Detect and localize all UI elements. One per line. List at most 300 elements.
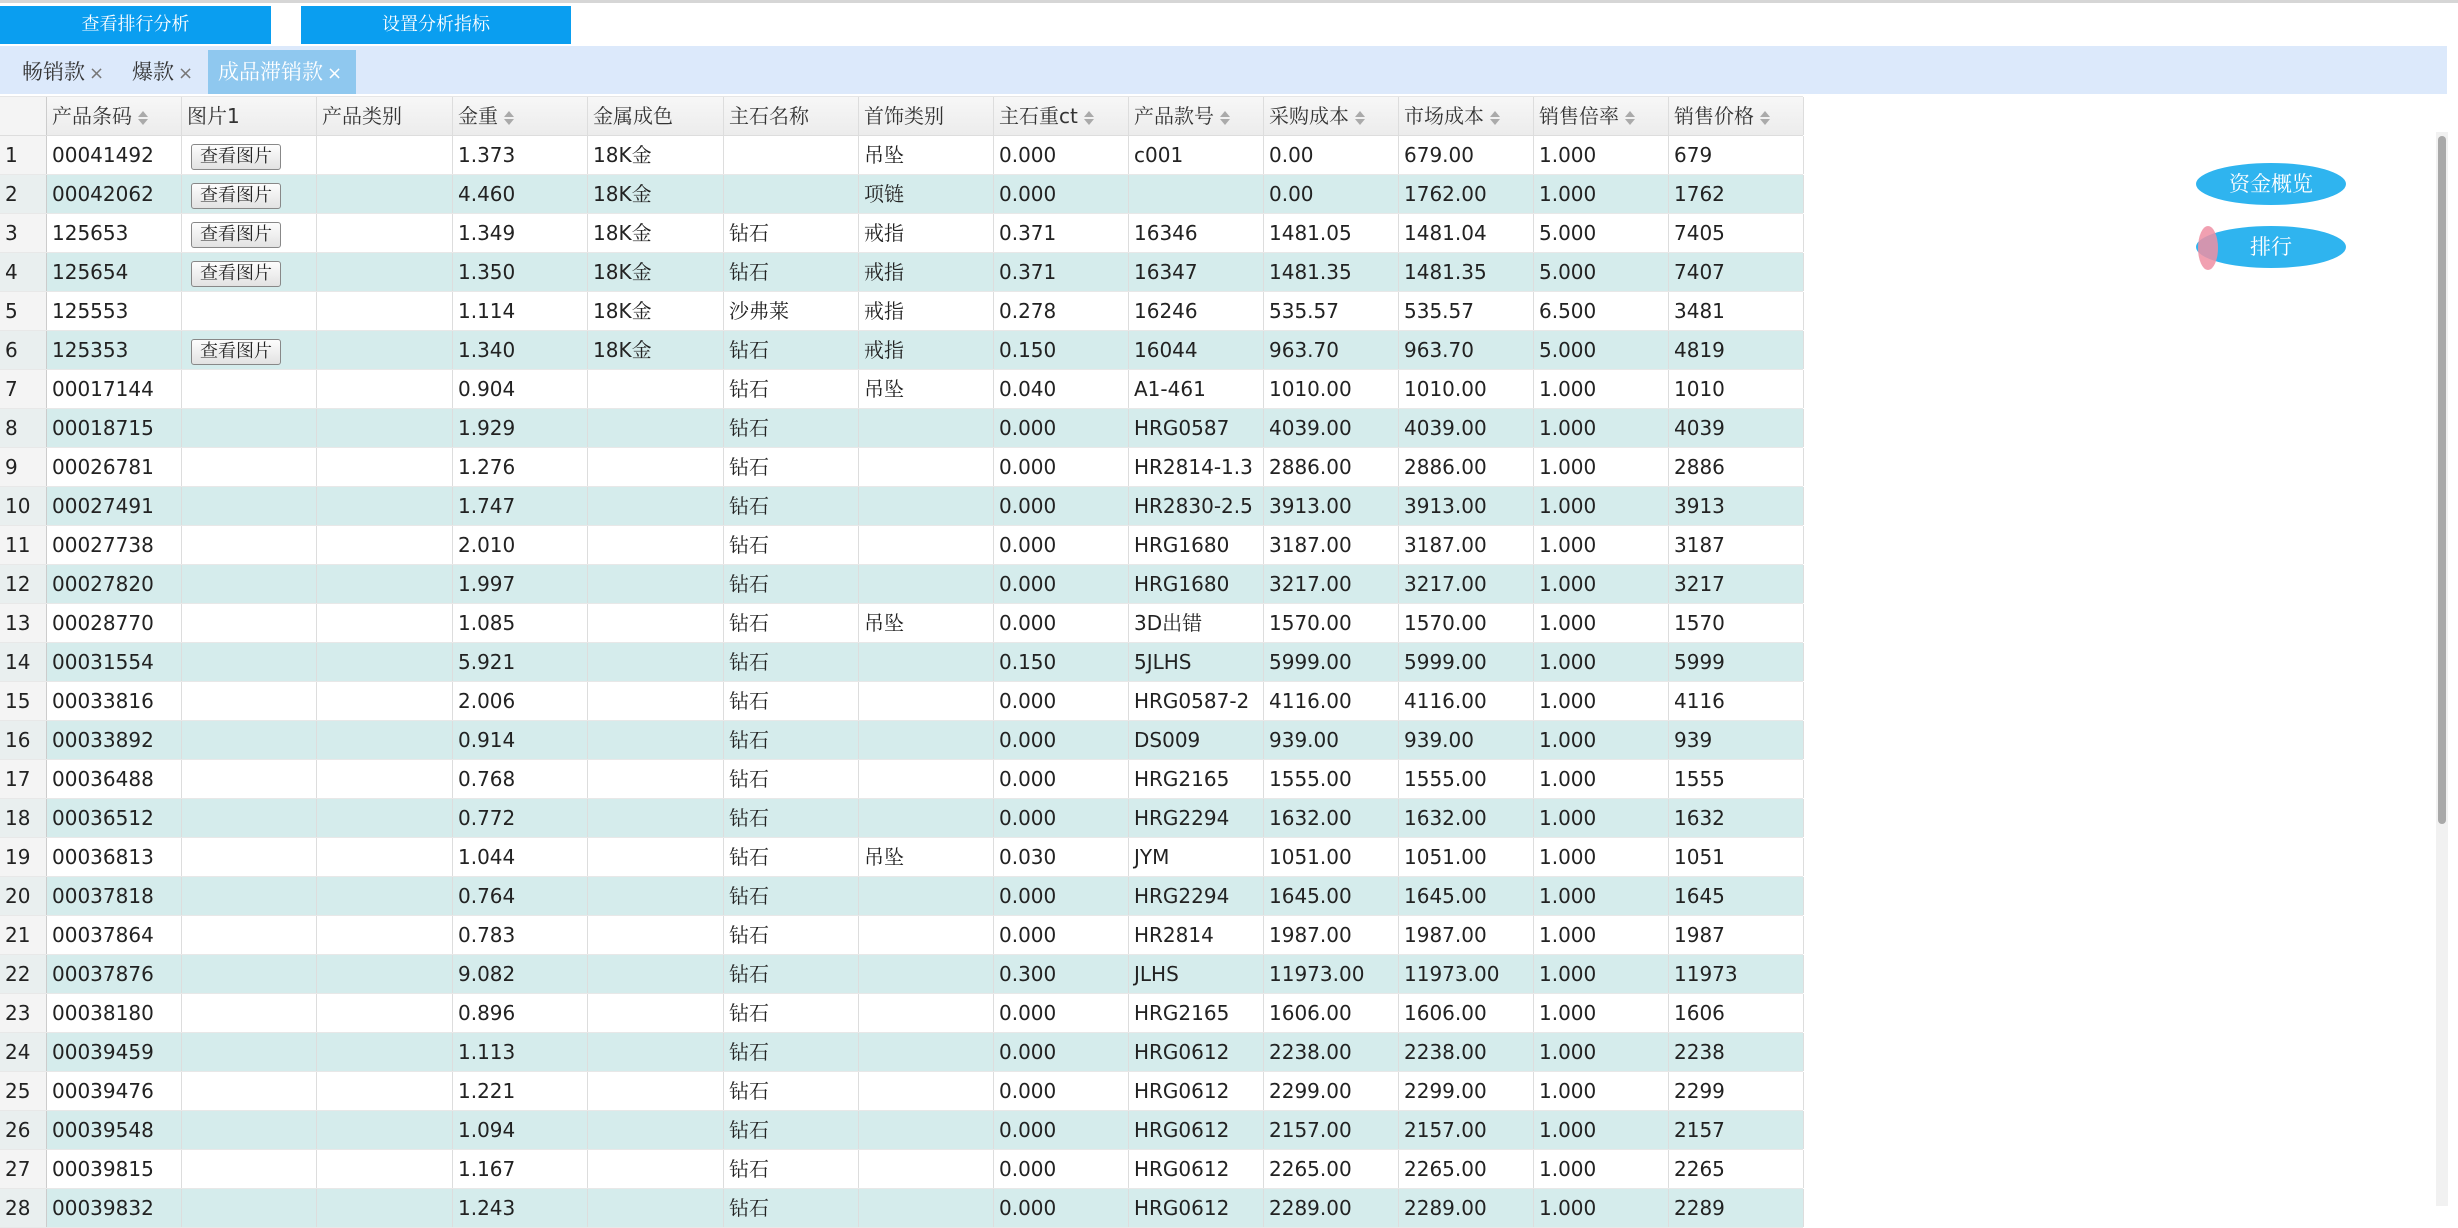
- table-cell-market-cost: 3217.00: [1399, 565, 1534, 603]
- table-cell-jewelry-type: [859, 955, 994, 993]
- table-cell-metal-purity: [588, 799, 724, 837]
- table-cell-market-cost: 2299.00: [1399, 1072, 1534, 1110]
- image-cell: [182, 721, 317, 759]
- row-number: 24: [0, 1033, 47, 1071]
- row-number: 10: [0, 487, 47, 525]
- table-cell-stone-weight: 0.000: [994, 1189, 1129, 1227]
- table-cell-sales-price: 2299: [1669, 1072, 1804, 1110]
- table-cell-purchase-cost: 4039.00: [1264, 409, 1399, 447]
- table-cell-barcode: 00033816: [47, 682, 182, 720]
- table-cell-sales-ratio: 5.000: [1534, 253, 1669, 291]
- grid-header: [0, 96, 1803, 136]
- table-cell-sales-price: 4039: [1669, 409, 1804, 447]
- table-cell-sales-ratio: 1.000: [1534, 994, 1669, 1032]
- table-cell-jewelry-type: [859, 916, 994, 954]
- table-cell-gold-weight: 1.113: [453, 1033, 588, 1071]
- view-image-button[interactable]: 查看图片: [191, 183, 281, 209]
- image-cell: [182, 1033, 317, 1071]
- table-cell-barcode: 00042062: [47, 175, 182, 213]
- table-cell-gold-weight: 4.460: [453, 175, 588, 213]
- table-cell-sales-ratio: 1.000: [1534, 838, 1669, 876]
- table-cell-category: [317, 214, 453, 252]
- sort-icon[interactable]: [1625, 111, 1635, 125]
- table-cell-purchase-cost: 11973.00: [1264, 955, 1399, 993]
- column-header-main-stone[interactable]: [724, 97, 859, 135]
- table-cell-stone-weight: 0.030: [994, 838, 1129, 876]
- tab-hot[interactable]: [122, 50, 203, 94]
- table-cell-main-stone: 钻石: [724, 955, 859, 993]
- table-cell-purchase-cost: 939.00: [1264, 721, 1399, 759]
- table-cell-sales-price: 3187: [1669, 526, 1804, 564]
- table-cell-sales-price: 4116: [1669, 682, 1804, 720]
- tab-best-selling[interactable]: [12, 50, 114, 94]
- image-cell: [182, 136, 317, 174]
- row-number: 26: [0, 1111, 47, 1149]
- table-cell-style-no: HRG0612: [1129, 1189, 1264, 1227]
- table-cell-market-cost: 2238.00: [1399, 1033, 1534, 1071]
- table-row[interactable]: [0, 1072, 1803, 1111]
- table-cell-metal-purity: 18K金: [588, 331, 724, 369]
- tab-label: 成品滞销款: [218, 60, 323, 84]
- sort-icon[interactable]: [138, 111, 148, 125]
- table-cell-sales-price: 679: [1669, 136, 1804, 174]
- table-cell-metal-purity: [588, 760, 724, 798]
- table-cell-main-stone: 钻石: [724, 331, 859, 369]
- table-row[interactable]: [0, 838, 1803, 877]
- table-cell-main-stone: 钻石: [724, 643, 859, 681]
- table-cell-purchase-cost: 1570.00: [1264, 604, 1399, 642]
- capital-overview-button[interactable]: 资金概览: [2196, 163, 2346, 205]
- table-cell-jewelry-type: 戒指: [859, 292, 994, 330]
- sort-icon[interactable]: [1490, 111, 1500, 125]
- table-cell-market-cost: 1632.00: [1399, 799, 1534, 837]
- table-cell-metal-purity: [588, 916, 724, 954]
- table-cell-market-cost: 1645.00: [1399, 877, 1534, 915]
- table-cell-barcode: 00033892: [47, 721, 182, 759]
- table-cell-gold-weight: 1.350: [453, 253, 588, 291]
- row-number: 8: [0, 409, 47, 447]
- table-cell-market-cost: 3187.00: [1399, 526, 1534, 564]
- table-cell-jewelry-type: [859, 643, 994, 681]
- column-header-market-cost[interactable]: [1399, 97, 1534, 135]
- row-number: 9: [0, 448, 47, 486]
- table-cell-main-stone: 钻石: [724, 526, 859, 564]
- column-header-style-no[interactable]: [1129, 97, 1264, 135]
- column-header-label: 产品款号: [1134, 104, 1214, 128]
- column-header-sales-price[interactable]: [1669, 97, 1804, 135]
- row-number: 17: [0, 760, 47, 798]
- table-cell-main-stone: 钻石: [724, 916, 859, 954]
- column-header-label: 采购成本: [1269, 104, 1349, 128]
- table-cell-category: [317, 448, 453, 486]
- column-header-metal-purity[interactable]: [588, 97, 724, 135]
- row-number: 23: [0, 994, 47, 1032]
- table-cell-sales-ratio: 1.000: [1534, 916, 1669, 954]
- table-cell-gold-weight: 0.768: [453, 760, 588, 798]
- table-cell-metal-purity: [588, 409, 724, 447]
- table-cell-category: [317, 526, 453, 564]
- table-cell-stone-weight: 0.371: [994, 253, 1129, 291]
- table-cell-barcode: 00038180: [47, 994, 182, 1032]
- table-cell-jewelry-type: [859, 760, 994, 798]
- table-row[interactable]: [0, 448, 1803, 487]
- table-cell-metal-purity: [588, 1111, 724, 1149]
- table-cell-stone-weight: 0.000: [994, 1033, 1129, 1071]
- table-cell-category: [317, 877, 453, 915]
- table-cell-category: [317, 136, 453, 174]
- table-cell-market-cost: 1570.00: [1399, 604, 1534, 642]
- table-cell-style-no: JYM: [1129, 838, 1264, 876]
- column-header-barcode[interactable]: [47, 97, 182, 135]
- table-cell-metal-purity: 18K金: [588, 175, 724, 213]
- image-cell: [182, 448, 317, 486]
- table-cell-sales-price: 7407: [1669, 253, 1804, 291]
- table-cell-metal-purity: [588, 721, 724, 759]
- table-row[interactable]: [0, 955, 1803, 994]
- table-cell-main-stone: 钻石: [724, 1033, 859, 1071]
- table-row[interactable]: [0, 214, 1803, 253]
- table-cell-metal-purity: [588, 370, 724, 408]
- table-cell-sales-price: 1555: [1669, 760, 1804, 798]
- table-cell-style-no: HRG0612: [1129, 1111, 1264, 1149]
- table-cell-style-no: HR2830-2.5: [1129, 487, 1264, 525]
- row-number: 12: [0, 565, 47, 603]
- table-cell-barcode: 00036512: [47, 799, 182, 837]
- table-cell-style-no: 16246: [1129, 292, 1264, 330]
- table-cell-sales-price: 2157: [1669, 1111, 1804, 1149]
- table-cell-sales-price: 3217: [1669, 565, 1804, 603]
- table-cell-stone-weight: 0.371: [994, 214, 1129, 252]
- table-cell-style-no: HR2814: [1129, 916, 1264, 954]
- sort-icon[interactable]: [1760, 111, 1770, 125]
- view-rank-analysis-button[interactable]: 查看排行分析: [0, 6, 271, 44]
- table-cell-category: [317, 1072, 453, 1110]
- table-cell-style-no: HR2814-1.3: [1129, 448, 1264, 486]
- column-header-label: 市场成本: [1404, 104, 1484, 128]
- table-cell-sales-ratio: 5.000: [1534, 214, 1669, 252]
- table-cell-metal-purity: [588, 838, 724, 876]
- table-cell-main-stone: [724, 136, 859, 174]
- table-cell-main-stone: 钻石: [724, 253, 859, 291]
- table-cell-style-no: DS009: [1129, 721, 1264, 759]
- close-icon[interactable]: ×: [327, 63, 343, 84]
- table-cell-gold-weight: 1.997: [453, 565, 588, 603]
- table-cell-sales-ratio: 1.000: [1534, 565, 1669, 603]
- column-header-image[interactable]: [182, 97, 317, 135]
- table-cell-barcode: 00041492: [47, 136, 182, 174]
- view-image-button[interactable]: 查看图片: [191, 222, 281, 248]
- table-cell-sales-ratio: 1.000: [1534, 136, 1669, 174]
- table-row[interactable]: [0, 760, 1803, 799]
- tab-slow-moving[interactable]: [208, 50, 356, 94]
- table-cell-style-no: HRG2294: [1129, 877, 1264, 915]
- table-row[interactable]: [0, 253, 1803, 292]
- table-cell-sales-price: 939: [1669, 721, 1804, 759]
- view-image-button[interactable]: 查看图片: [191, 339, 281, 365]
- image-cell: [182, 916, 317, 954]
- column-header-label: 首饰类别: [864, 104, 944, 128]
- column-header-label: 主石名称: [729, 104, 809, 128]
- top-toolbar: [0, 0, 2458, 46]
- table-cell-category: [317, 1111, 453, 1149]
- table-cell-metal-purity: [588, 565, 724, 603]
- table-row[interactable]: [0, 799, 1803, 838]
- table-cell-style-no: JLHS: [1129, 955, 1264, 993]
- table-cell-main-stone: 钻石: [724, 1072, 859, 1110]
- set-analysis-index-button[interactable]: 设置分析指标: [301, 6, 571, 44]
- table-cell-main-stone: 钻石: [724, 370, 859, 408]
- table-cell-style-no: HRG0612: [1129, 1150, 1264, 1188]
- row-number: 2: [0, 175, 47, 213]
- table-row[interactable]: [0, 1150, 1803, 1189]
- table-cell-sales-price: 5999: [1669, 643, 1804, 681]
- table-row[interactable]: [0, 487, 1803, 526]
- vertical-scrollbar[interactable]: [2436, 132, 2448, 1206]
- table-cell-stone-weight: 0.000: [994, 526, 1129, 564]
- table-cell-stone-weight: 0.000: [994, 136, 1129, 174]
- column-header-stone-weight[interactable]: [994, 97, 1129, 135]
- column-header-category[interactable]: [317, 97, 453, 135]
- table-cell-sales-price: 1010: [1669, 370, 1804, 408]
- image-cell: [182, 1189, 317, 1227]
- grid-body: [0, 136, 1803, 1228]
- table-cell-purchase-cost: 1987.00: [1264, 916, 1399, 954]
- table-cell-barcode: 00028770: [47, 604, 182, 642]
- table-row[interactable]: [0, 643, 1803, 682]
- table-cell-sales-price: 1051: [1669, 838, 1804, 876]
- table-cell-stone-weight: 0.040: [994, 370, 1129, 408]
- table-row[interactable]: [0, 916, 1803, 955]
- table-row[interactable]: [0, 526, 1803, 565]
- table-cell-style-no: HRG2165: [1129, 760, 1264, 798]
- table-cell-market-cost: 963.70: [1399, 331, 1534, 369]
- table-cell-gold-weight: 1.044: [453, 838, 588, 876]
- table-cell-sales-ratio: 1.000: [1534, 682, 1669, 720]
- table-row[interactable]: [0, 682, 1803, 721]
- row-number: 5: [0, 292, 47, 330]
- table-row[interactable]: [0, 994, 1803, 1033]
- table-cell-main-stone: 钻石: [724, 409, 859, 447]
- table-cell-gold-weight: 0.914: [453, 721, 588, 759]
- table-cell-sales-ratio: 1.000: [1534, 877, 1669, 915]
- table-cell-purchase-cost: 1010.00: [1264, 370, 1399, 408]
- table-cell-style-no: 16044: [1129, 331, 1264, 369]
- table-cell-jewelry-type: 吊坠: [859, 136, 994, 174]
- table-cell-gold-weight: 0.764: [453, 877, 588, 915]
- scrollbar-thumb[interactable]: [2438, 136, 2446, 824]
- table-cell-style-no: [1129, 175, 1264, 213]
- table-cell-main-stone: 钻石: [724, 565, 859, 603]
- column-header-jewelry-type[interactable]: [859, 97, 994, 135]
- view-image-button[interactable]: 查看图片: [191, 261, 281, 287]
- close-icon[interactable]: ×: [89, 63, 105, 84]
- table-cell-jewelry-type: [859, 409, 994, 447]
- table-cell-sales-price: 1570: [1669, 604, 1804, 642]
- table-cell-sales-ratio: 6.500: [1534, 292, 1669, 330]
- image-cell: [182, 838, 317, 876]
- table-cell-sales-ratio: 1.000: [1534, 760, 1669, 798]
- table-cell-jewelry-type: 戒指: [859, 331, 994, 369]
- view-image-button[interactable]: 查看图片: [191, 144, 281, 170]
- table-cell-metal-purity: [588, 994, 724, 1032]
- table-cell-metal-purity: [588, 682, 724, 720]
- table-cell-purchase-cost: 2238.00: [1264, 1033, 1399, 1071]
- column-header-sales-ratio[interactable]: [1534, 97, 1669, 135]
- table-row[interactable]: [0, 331, 1803, 370]
- table-cell-sales-ratio: 1.000: [1534, 643, 1669, 681]
- table-cell-sales-price: 4819: [1669, 331, 1804, 369]
- table-cell-metal-purity: [588, 1189, 724, 1227]
- table-cell-jewelry-type: [859, 877, 994, 915]
- column-header-purchase-cost[interactable]: [1264, 97, 1399, 135]
- table-cell-market-cost: 1606.00: [1399, 994, 1534, 1032]
- table-cell-barcode: 00039832: [47, 1189, 182, 1227]
- rank-button[interactable]: 排行: [2196, 226, 2346, 268]
- image-cell: [182, 877, 317, 915]
- table-row[interactable]: [0, 409, 1803, 448]
- table-cell-jewelry-type: [859, 487, 994, 525]
- table-row[interactable]: [0, 565, 1803, 604]
- table-row[interactable]: [0, 292, 1803, 331]
- table-cell-sales-ratio: 5.000: [1534, 331, 1669, 369]
- column-header-label: 销售价格: [1674, 104, 1754, 128]
- table-cell-metal-purity: [588, 955, 724, 993]
- table-cell-purchase-cost: 2299.00: [1264, 1072, 1399, 1110]
- table-cell-category: [317, 565, 453, 603]
- table-cell-market-cost: 2265.00: [1399, 1150, 1534, 1188]
- table-cell-jewelry-type: [859, 1033, 994, 1071]
- table-cell-stone-weight: 0.000: [994, 604, 1129, 642]
- table-cell-sales-price: 1632: [1669, 799, 1804, 837]
- table-cell-market-cost: 1987.00: [1399, 916, 1534, 954]
- table-cell-market-cost: 4116.00: [1399, 682, 1534, 720]
- table-row[interactable]: [0, 136, 1803, 175]
- column-header-label: 销售倍率: [1539, 104, 1619, 128]
- table-cell-category: [317, 643, 453, 681]
- table-row[interactable]: [0, 877, 1803, 916]
- table-cell-jewelry-type: 戒指: [859, 214, 994, 252]
- table-cell-sales-ratio: 1.000: [1534, 370, 1669, 408]
- table-cell-sales-ratio: 1.000: [1534, 1033, 1669, 1071]
- table-cell-metal-purity: [588, 1033, 724, 1071]
- image-cell: [182, 760, 317, 798]
- column-header-gold-weight[interactable]: [453, 97, 588, 135]
- table-cell-barcode: 00039459: [47, 1033, 182, 1071]
- table-row[interactable]: [0, 604, 1803, 643]
- table-cell-gold-weight: 1.929: [453, 409, 588, 447]
- table-cell-barcode: 00026781: [47, 448, 182, 486]
- row-number: 13: [0, 604, 47, 642]
- table-cell-barcode: 00039548: [47, 1111, 182, 1149]
- table-cell-style-no: HRG0587: [1129, 409, 1264, 447]
- sort-icon[interactable]: [1355, 111, 1365, 125]
- row-number: 14: [0, 643, 47, 681]
- table-row[interactable]: [0, 1189, 1803, 1228]
- table-cell-jewelry-type: [859, 1150, 994, 1188]
- table-cell-purchase-cost: 1632.00: [1264, 799, 1399, 837]
- column-header-label: 图片1: [187, 104, 240, 128]
- table-cell-stone-weight: 0.000: [994, 175, 1129, 213]
- sort-icon[interactable]: [1220, 111, 1230, 125]
- table-row[interactable]: [0, 1033, 1803, 1072]
- sort-icon[interactable]: [504, 111, 514, 125]
- table-cell-metal-purity: [588, 526, 724, 564]
- table-cell-jewelry-type: 吊坠: [859, 370, 994, 408]
- table-cell-stone-weight: 0.300: [994, 955, 1129, 993]
- table-cell-barcode: 00037864: [47, 916, 182, 954]
- table-row[interactable]: [0, 721, 1803, 760]
- table-cell-gold-weight: 9.082: [453, 955, 588, 993]
- row-number: 15: [0, 682, 47, 720]
- image-cell: [182, 799, 317, 837]
- table-cell-barcode: 00037876: [47, 955, 182, 993]
- table-cell-category: [317, 1033, 453, 1071]
- table-cell-barcode: 00037818: [47, 877, 182, 915]
- table-cell-gold-weight: 0.896: [453, 994, 588, 1032]
- table-cell-main-stone: 钻石: [724, 721, 859, 759]
- table-cell-jewelry-type: [859, 448, 994, 486]
- table-cell-main-stone: 钻石: [724, 877, 859, 915]
- table-cell-gold-weight: 0.783: [453, 916, 588, 954]
- row-number: 22: [0, 955, 47, 993]
- table-cell-category: [317, 682, 453, 720]
- table-cell-category: [317, 799, 453, 837]
- table-cell-stone-weight: 0.150: [994, 643, 1129, 681]
- table-cell-sales-price: 1987: [1669, 916, 1804, 954]
- table-cell-purchase-cost: 3913.00: [1264, 487, 1399, 525]
- table-cell-sales-ratio: 1.000: [1534, 1111, 1669, 1149]
- row-number: 18: [0, 799, 47, 837]
- table-cell-stone-weight: 0.000: [994, 760, 1129, 798]
- row-number: 25: [0, 1072, 47, 1110]
- table-cell-style-no: HRG0587-2: [1129, 682, 1264, 720]
- table-cell-sales-ratio: 1.000: [1534, 448, 1669, 486]
- table-cell-gold-weight: 5.921: [453, 643, 588, 681]
- column-header-label: 金重: [458, 104, 498, 128]
- table-cell-style-no: 5JLHS: [1129, 643, 1264, 681]
- table-cell-main-stone: 钻石: [724, 487, 859, 525]
- row-number: 16: [0, 721, 47, 759]
- table-cell-stone-weight: 0.000: [994, 1111, 1129, 1149]
- table-cell-jewelry-type: [859, 565, 994, 603]
- row-number: 4: [0, 253, 47, 291]
- table-row[interactable]: [0, 370, 1803, 409]
- table-cell-sales-ratio: 1.000: [1534, 721, 1669, 759]
- table-cell-purchase-cost: 1555.00: [1264, 760, 1399, 798]
- table-cell-stone-weight: 0.000: [994, 994, 1129, 1032]
- table-cell-jewelry-type: [859, 1189, 994, 1227]
- table-cell-style-no: 3D出错: [1129, 604, 1264, 642]
- drag-handle[interactable]: [2198, 226, 2218, 270]
- table-cell-sales-ratio: 1.000: [1534, 604, 1669, 642]
- row-number: 20: [0, 877, 47, 915]
- table-cell-jewelry-type: [859, 682, 994, 720]
- table-cell-gold-weight: 1.221: [453, 1072, 588, 1110]
- table-cell-gold-weight: 1.085: [453, 604, 588, 642]
- sort-icon[interactable]: [1084, 111, 1094, 125]
- image-cell: [182, 409, 317, 447]
- table-cell-gold-weight: 0.772: [453, 799, 588, 837]
- table-row[interactable]: [0, 1111, 1803, 1150]
- table-cell-barcode: 125653: [47, 214, 182, 252]
- table-row[interactable]: [0, 175, 1803, 214]
- close-icon[interactable]: ×: [178, 63, 194, 84]
- table-cell-barcode: 00027491: [47, 487, 182, 525]
- table-cell-purchase-cost: 5999.00: [1264, 643, 1399, 681]
- table-cell-main-stone: 钻石: [724, 799, 859, 837]
- tab-bar: [0, 46, 2447, 94]
- table-cell-sales-price: 1645: [1669, 877, 1804, 915]
